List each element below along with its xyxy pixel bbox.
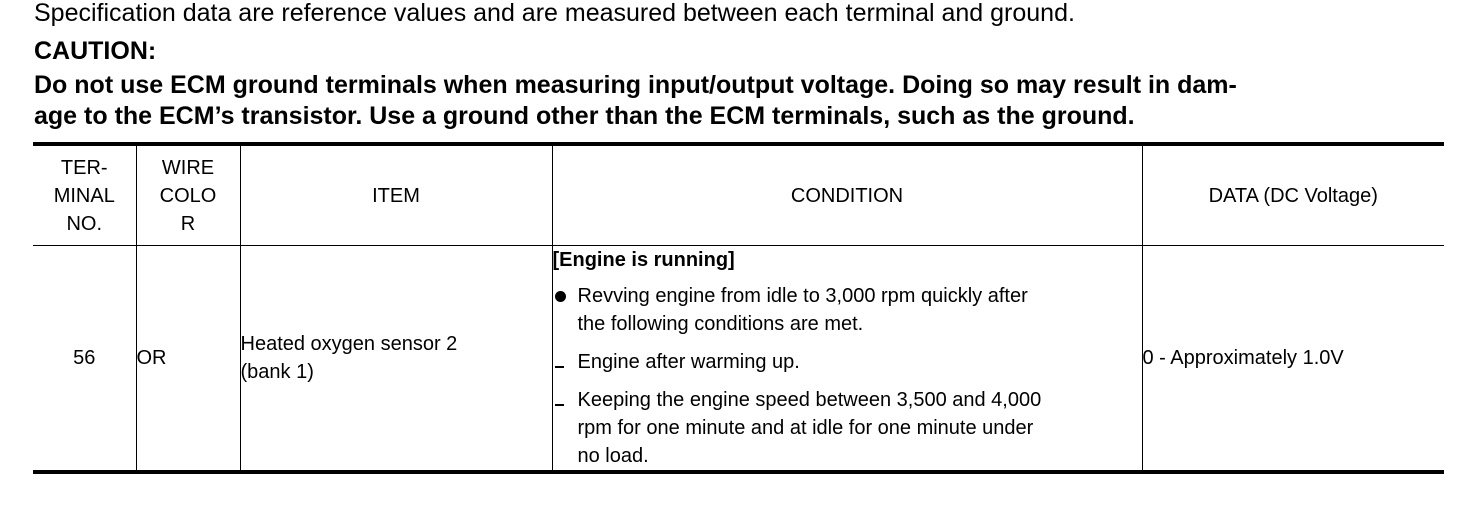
terminal-spec-table bbox=[33, 142, 1444, 474]
condition-item: Revving engine from idle to 3,000 rpm quickly after the following conditions are met. bbox=[553, 282, 1142, 338]
intro-text: Specification data are reference values and are measured between each terminal and ground. bbox=[34, 0, 1075, 27]
item-cell: Heated oxygen sensor 2 (bank 1) bbox=[240, 246, 552, 473]
dash-icon bbox=[555, 348, 571, 376]
header-terminal-no: TER- MINAL NO. bbox=[33, 144, 136, 246]
wire-color-cell: OR bbox=[136, 246, 240, 473]
bullet-icon bbox=[555, 282, 571, 310]
condition-item: Engine after warming up. bbox=[553, 348, 1142, 376]
terminal-no-cell: 56 bbox=[33, 246, 136, 473]
data-cell: 0 - Approximately 1.0V bbox=[1142, 246, 1444, 473]
condition-cell bbox=[552, 246, 1142, 473]
condition-heading: [Engine is running] bbox=[552, 249, 735, 271]
caution-text bbox=[34, 70, 1446, 132]
header-data: DATA (DC Voltage) bbox=[1142, 144, 1444, 246]
table-row bbox=[33, 246, 1444, 473]
condition-item: Keeping the engine speed between 3,500 and 4,000 rpm for one minute and at idle for one minute under no load. bbox=[553, 386, 1142, 470]
header-item: ITEM bbox=[240, 144, 552, 246]
header-condition: CONDITION bbox=[552, 144, 1142, 246]
header-wire-color: WIRE COLO R bbox=[136, 144, 240, 246]
table-header-row bbox=[33, 144, 1444, 246]
caution-line: Do not use ECM ground terminals when measuring input/output voltage. Doing so may result in dam- bbox=[34, 71, 1237, 99]
caution-heading: CAUTION: bbox=[34, 37, 157, 65]
dash-icon bbox=[555, 386, 571, 414]
caution-line: age to the ECM’s transistor. Use a ground other than the ECM terminals, such as the ground. bbox=[34, 102, 1135, 130]
